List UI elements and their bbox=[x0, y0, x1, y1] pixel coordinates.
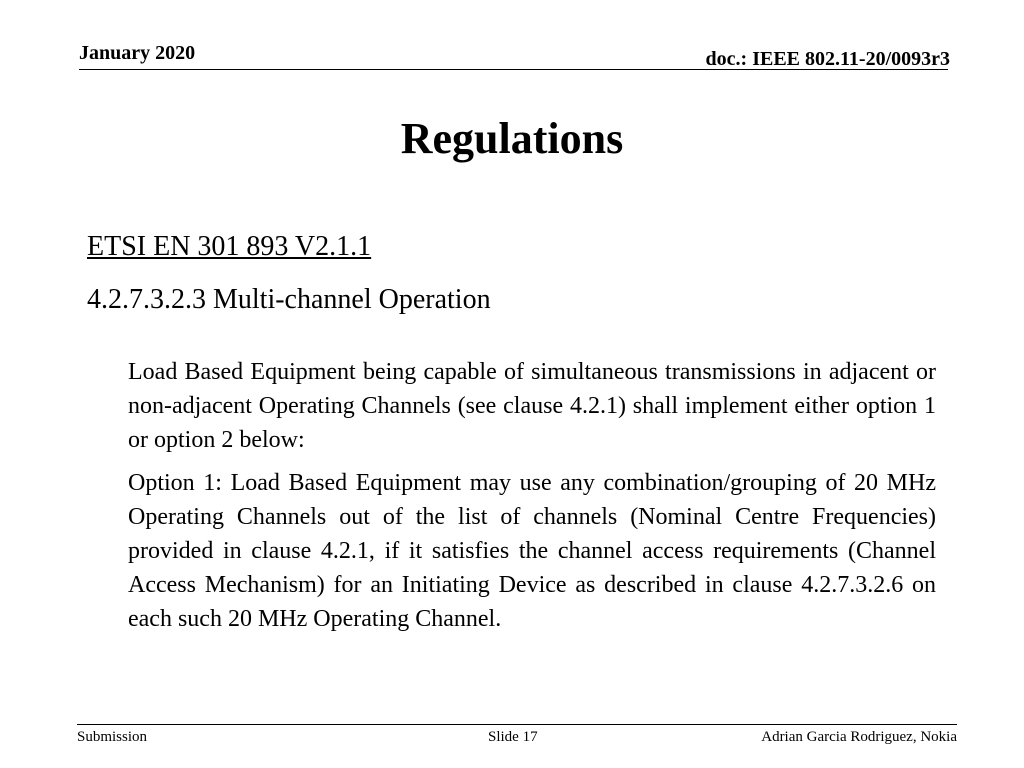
slide-title: Regulations bbox=[400, 114, 624, 163]
footer-author: Adrian Garcia Rodriguez, Nokia bbox=[761, 729, 957, 745]
clause-heading: 4.2.7.3.2.3 Multi-channel Operation bbox=[87, 284, 491, 315]
body-paragraph-1: Load Based Equipment being capable of simultaneous transmissions in adjacent or non-adjacent Operating Channels (see clause 4.2.1) shall implement either option 1 or option 2 below: bbox=[128, 359, 936, 453]
standard-reference: ETSI EN 301 893 V2.1.1 bbox=[87, 231, 372, 262]
header-doc-id: doc.: IEEE 802.11-20/0093r3 bbox=[705, 48, 950, 70]
header-date: January 2020 bbox=[79, 42, 196, 64]
footer-submission: Submission bbox=[77, 729, 148, 745]
header-divider bbox=[79, 69, 948, 70]
footer-slide-number: Slide 17 bbox=[488, 729, 538, 745]
body-paragraph-2: Option 1: Load Based Equipment may use any combination/grouping of 20 MHz Operating Channels out of the list of channels (Nominal Centre Frequencies) provided in clause 4.2.1, if it satisfies the channel access requirements (Channel Access Mechanism) for an Initiating Device as described in clause 4.2.7.3.2.6 on each such 20 MHz Operating Channel. bbox=[128, 470, 936, 632]
footer-divider bbox=[77, 724, 957, 725]
